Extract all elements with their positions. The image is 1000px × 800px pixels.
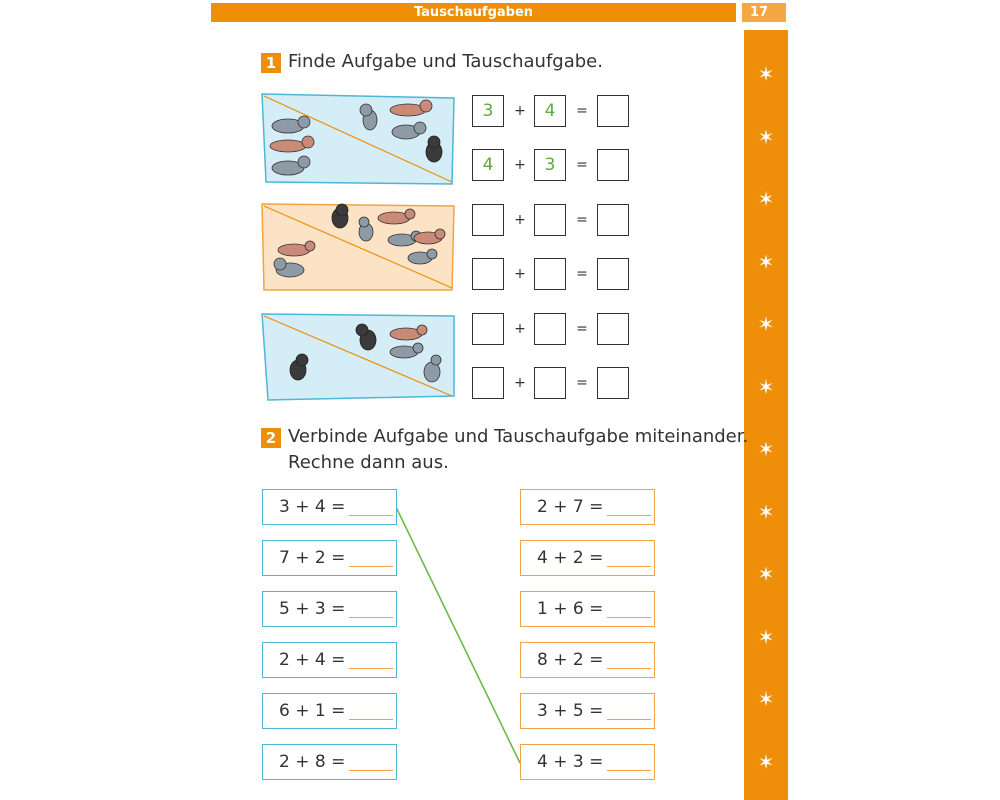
- task-2-instruction-line-1: Verbinde Aufgabe und Tauschaufgabe miteinander.: [288, 426, 749, 447]
- answer-blank[interactable]: [349, 546, 393, 567]
- answer-blank[interactable]: [349, 699, 393, 720]
- star-icon: ✶: [757, 687, 775, 711]
- star-icon: ✶: [757, 499, 775, 524]
- left-card-1[interactable]: 3 + 4 =: [262, 489, 397, 525]
- answer-blank[interactable]: [607, 750, 651, 771]
- left-card-2[interactable]: 7 + 2 =: [262, 540, 397, 576]
- equals-sign: =: [576, 157, 588, 173]
- star-icon: ✶: [757, 62, 775, 86]
- right-card-6[interactable]: 4 + 3 =: [520, 744, 655, 780]
- answer-blank[interactable]: [349, 750, 393, 771]
- answer-blank[interactable]: [607, 495, 651, 516]
- equals-sign: =: [576, 321, 588, 337]
- answer-blank[interactable]: [607, 699, 651, 720]
- star-icon: ✶: [757, 374, 775, 399]
- left-card-4[interactable]: 2 + 4 =: [262, 642, 397, 678]
- star-icon: ✶: [757, 249, 775, 274]
- task-2-instruction-line-2: Rechne dann aus.: [288, 452, 449, 473]
- answer-blank[interactable]: [349, 495, 393, 516]
- star-icon: ✶: [757, 187, 775, 211]
- task-2-number: 2: [261, 428, 281, 448]
- task-1-instruction: Finde Aufgabe und Tauschaufgabe.: [288, 51, 603, 72]
- equals-sign: =: [576, 375, 588, 391]
- right-card-5[interactable]: 3 + 5 =: [520, 693, 655, 729]
- answer-blank[interactable]: [607, 648, 651, 669]
- left-card-3[interactable]: 5 + 3 =: [262, 591, 397, 627]
- star-icon: ✶: [757, 437, 775, 461]
- equation-2-first-addend[interactable]: 4: [472, 149, 504, 181]
- task-1-number: 1: [261, 53, 281, 73]
- equals-sign: =: [576, 212, 588, 228]
- star-icon: ✶: [757, 749, 775, 774]
- right-card-1[interactable]: 2 + 7 =: [520, 489, 655, 525]
- equation-1-first-addend[interactable]: 3: [472, 95, 504, 127]
- page-header-bar: Tauschaufgaben: [211, 3, 736, 22]
- plus-sign: +: [514, 212, 526, 228]
- answer-blank[interactable]: [607, 597, 651, 618]
- left-card-6[interactable]: 2 + 8 =: [262, 744, 397, 780]
- plus-sign: +: [514, 157, 526, 173]
- star-icon: ✶: [757, 124, 775, 149]
- answer-blank[interactable]: [349, 648, 393, 669]
- plus-sign: +: [514, 375, 526, 391]
- star-icon: ✶: [757, 312, 775, 336]
- right-card-2[interactable]: 4 + 2 =: [520, 540, 655, 576]
- right-card-3[interactable]: 1 + 6 =: [520, 591, 655, 627]
- equals-sign: =: [576, 266, 588, 282]
- equation-2-second-addend[interactable]: 3: [534, 149, 566, 181]
- answer-blank[interactable]: [349, 597, 393, 618]
- star-icon: ✶: [757, 562, 775, 586]
- plus-sign: +: [514, 266, 526, 282]
- star-icon: ✶: [757, 624, 775, 649]
- equals-sign: =: [576, 103, 588, 119]
- answer-blank[interactable]: [607, 546, 651, 567]
- plus-sign: +: [514, 321, 526, 337]
- right-card-4[interactable]: 8 + 2 =: [520, 642, 655, 678]
- page-number: 17: [742, 3, 786, 22]
- left-card-5[interactable]: 6 + 1 =: [262, 693, 397, 729]
- equation-1-second-addend[interactable]: 4: [534, 95, 566, 127]
- plus-sign: +: [514, 103, 526, 119]
